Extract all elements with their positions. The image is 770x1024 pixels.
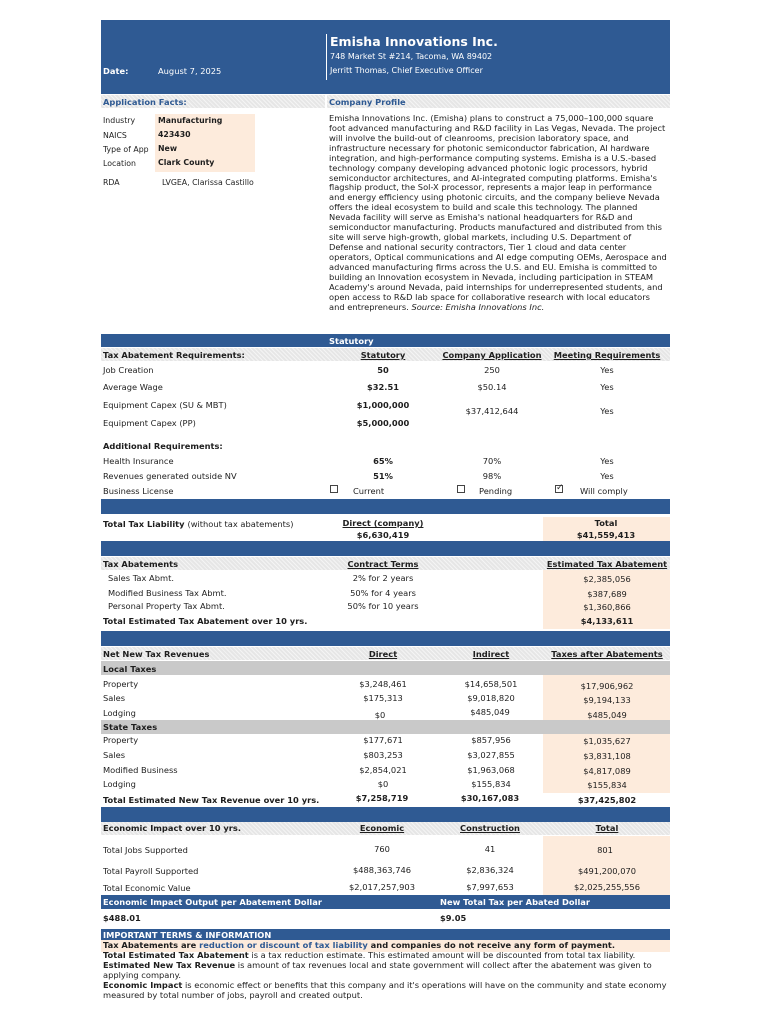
- additional-requirements-title: Additional Requirements:: [103, 441, 223, 451]
- impact-banner: [101, 807, 670, 822]
- date-value: August 7, 2025: [158, 66, 222, 76]
- state-tax-indirect: $857,956: [471, 735, 511, 745]
- local-tax-after: $17,906,962: [580, 681, 634, 691]
- impact-economic: 760: [374, 844, 390, 854]
- average-wage-meets: Yes: [600, 382, 614, 392]
- capex-su-label: Equipment Capex (SU & MBT): [103, 400, 227, 410]
- revenues-col-direct: Direct: [368, 649, 398, 659]
- fact-value: LVGEA, Clarissa Castillo: [162, 178, 254, 187]
- date-label: Date:: [103, 66, 129, 76]
- terms-impact-text: is economic effect or benefits that this company and it's operations will have on the community and state economy measured by total number of jobs, payroll and created output.: [103, 979, 667, 1000]
- state-tax-label: Modified Business: [103, 765, 178, 775]
- state-tax-label: Property: [103, 735, 139, 745]
- profile-title: Company Profile: [329, 97, 406, 107]
- capex-pp-statutory: $5,000,000: [356, 418, 410, 428]
- liability-note: (without tax abatements): [187, 519, 294, 529]
- new-tax-per-dollar-value: $9.05: [440, 913, 467, 923]
- average-wage-statutory: $32.51: [366, 382, 400, 392]
- liability-total-value: $41,559,413: [576, 530, 636, 540]
- header-divider: [326, 34, 327, 80]
- license-current-label: Current: [353, 486, 385, 496]
- terms-abatements-a: Tax Abatements are: [103, 940, 200, 950]
- terms-title: IMPORTANT TERMS & INFORMATION: [103, 930, 272, 940]
- local-tax-after: $485,049: [587, 710, 627, 720]
- abatement-label: Modified Business Tax Abmt.: [108, 588, 227, 598]
- col-statutory: Statutory: [360, 350, 406, 360]
- revenues-total-indirect: $30,167,083: [460, 793, 520, 803]
- impact-label: Total Economic Value: [103, 883, 191, 893]
- revenues-col-after: Taxes after Abatements: [551, 649, 663, 659]
- average-wage-application: $50.14: [477, 382, 507, 392]
- capex-su-statutory: $1,000,000: [356, 400, 410, 410]
- state-tax-after: $1,035,627: [583, 736, 631, 746]
- new-tax-per-dollar-label: New Total Tax per Abated Dollar: [440, 897, 590, 907]
- state-tax-direct: $177,671: [363, 735, 403, 745]
- impact-col-economic: Economic: [359, 823, 405, 833]
- terms-body: [103, 941, 669, 1000]
- abatements-total-label: Total Estimated Tax Abatement over 10 yrs.: [103, 616, 308, 626]
- abatement-estimate: $1,360,866: [583, 602, 631, 612]
- col-company-application: Company Application: [442, 350, 542, 360]
- impact-output-value: $488.01: [103, 913, 141, 923]
- health-insurance-application: 70%: [482, 456, 502, 466]
- health-insurance-statutory: 65%: [373, 456, 393, 466]
- terms-abatements-c: and companies do not receive any form of payment.: [367, 940, 615, 950]
- impact-output-label: Economic Impact Output per Abatement Dollar: [103, 897, 322, 907]
- revenues-total-after: $37,425,802: [577, 795, 637, 805]
- terms-impact-term: Economic Impact: [103, 979, 183, 990]
- abatement-terms: 2% for 2 years: [352, 573, 414, 583]
- terms-revenue-text: is amount of tax revenues local and state government will collect after the abatement was given to applying company.: [103, 959, 652, 980]
- abatement-estimate: $2,385,056: [583, 574, 631, 584]
- state-tax-indirect: $1,963,068: [467, 765, 515, 775]
- liability-col-direct: Direct (company): [342, 518, 424, 528]
- abatement-label: Sales Tax Abmt.: [108, 573, 174, 583]
- license-will-comply-checkbox[interactable]: [555, 485, 563, 493]
- impact-economic: $488,363,746: [352, 865, 412, 875]
- impact-label: Total Jobs Supported: [103, 845, 188, 855]
- state-taxes-title: State Taxes: [103, 722, 158, 732]
- job-creation-application: 250: [484, 365, 500, 375]
- state-tax-label: Sales: [103, 750, 126, 760]
- local-tax-indirect: $14,658,501: [464, 679, 518, 689]
- local-tax-label: Lodging: [103, 708, 136, 718]
- liability-label: [103, 520, 293, 528]
- job-creation-meets: Yes: [600, 365, 614, 375]
- impact-title: Economic Impact over 10 yrs.: [103, 823, 241, 833]
- capex-pp-label: Equipment Capex (PP): [103, 418, 196, 428]
- state-tax-after: $3,831,108: [583, 751, 631, 761]
- liability-banner: [101, 499, 670, 514]
- average-wage-label: Average Wage: [103, 382, 163, 392]
- abatements-total-value: $4,133,611: [580, 616, 634, 626]
- abatement-label: Personal Property Tax Abmt.: [108, 601, 225, 611]
- liability-title: Total Tax Liability: [103, 519, 185, 529]
- impact-construction: $7,997,653: [466, 882, 514, 892]
- state-tax-after: $155,834: [587, 780, 627, 790]
- abatements-col-terms: Contract Terms: [347, 559, 419, 569]
- local-tax-direct: $3,248,461: [359, 679, 407, 689]
- abatements-col-estimated: Estimated Tax Abatement: [546, 559, 668, 569]
- impact-col-construction: Construction: [460, 823, 520, 833]
- state-tax-after: $4,817,089: [583, 766, 631, 776]
- state-taxes-bar: [101, 720, 670, 734]
- revenues-outside-application: 98%: [482, 471, 502, 481]
- profile-body: Emisha Innovations Inc. (Emisha) plans to construct a 75,000–100,000 square foot advanced manufacturing and R&D facility in Las Vegas, Nevada. The project will involve the build-out of cleanrooms, precision laboratory space, and infrastructure necessary for photonic semiconductor fabrication, AI hardware integration, and high-performance computing systems. Emisha is a U.S.-based technology company developing advanced photonic logic processors, hybrid semiconductor architectures, and AI-integrated computing platforms. Emisha's flagship product, the Sol-X processor, represents a major leap in performance and energy efficiency using photonic circuits, and the company believe Nevada offers the ideal ecosystem to build and scale this technology. The planned Nevada facility will serve as Emisha's national headquarters for R&D and semiconductor manufacturing. Products manufactured and distributed from this site will serve high-growth, global markets, including U.S. Department of Defense and national security contractors, Tier 1 cloud and data center operators, Optical communications and AI edge computing OEMs, Aerospace and advanced manufacturing firms across the U.S. and EU. Emisha is committed to building an Innovation ecosystem in Nevada, including participation in STEAM Academy's around Nevada, paid internships for underrepresented students, and open access to R&D lab space for collaborative research with local educators and entrepreneurs.: [329, 113, 667, 312]
- impact-total: $2,025,255,556: [574, 882, 640, 892]
- local-tax-label: Property: [103, 679, 139, 689]
- state-tax-indirect: $3,027,855: [467, 750, 515, 760]
- license-pending-label: Pending: [479, 486, 513, 496]
- business-license-label: Business License: [103, 486, 174, 496]
- revenues-col-indirect: Indirect: [472, 649, 510, 659]
- fact-label: Type of App: [103, 145, 149, 154]
- fact-label: Industry: [103, 116, 136, 125]
- fact-label: Location: [103, 159, 136, 168]
- impact-total: $491,200,070: [577, 866, 637, 876]
- fact-value: Clark County: [158, 158, 215, 167]
- state-tax-indirect: $155,834: [471, 779, 511, 789]
- state-tax-direct: $803,253: [363, 750, 403, 760]
- license-current-checkbox[interactable]: [330, 485, 338, 493]
- job-creation-label: Job Creation: [103, 365, 154, 375]
- health-insurance-label: Health Insurance: [103, 456, 174, 466]
- impact-construction: 41: [484, 844, 496, 854]
- local-taxes-title: Local Taxes: [103, 664, 157, 674]
- abatement-terms: 50% for 10 years: [347, 601, 419, 611]
- fact-value: 423430: [158, 130, 191, 139]
- profile-source: Source: Emisha Innovations Inc.: [411, 301, 545, 312]
- company-contact: Jerritt Thomas, Chief Executive Officer: [330, 66, 483, 75]
- facts-title: Application Facts:: [103, 97, 187, 107]
- abatement-estimate: $387,689: [587, 589, 627, 599]
- impact-construction: $2,836,324: [466, 865, 514, 875]
- revenues-banner: [101, 631, 670, 646]
- capex-application: $37,412,644: [465, 406, 519, 416]
- abatement-terms: 50% for 4 years: [350, 588, 416, 598]
- local-tax-after: $9,194,133: [583, 695, 631, 705]
- local-tax-indirect: $9,018,820: [467, 693, 515, 703]
- fact-label: RDA: [103, 178, 120, 187]
- company-name: Emisha Innovations Inc.: [330, 34, 498, 49]
- revenues-total-label: Total Estimated New Tax Revenue over 10 yrs.: [103, 795, 320, 805]
- state-tax-direct: $0: [377, 779, 389, 789]
- health-insurance-meets: Yes: [600, 456, 614, 466]
- impact-label: Total Payroll Supported: [103, 866, 199, 876]
- company-address: 748 Market St #214, Tacoma, WA 89402: [330, 52, 493, 61]
- liability-col-total: Total: [594, 518, 618, 528]
- statutory-banner: [101, 334, 670, 347]
- terms-revenue-term: Estimated New Tax Revenue: [103, 959, 236, 970]
- revenues-outside-meets: Yes: [600, 471, 614, 481]
- license-pending-checkbox[interactable]: [457, 485, 465, 493]
- local-tax-direct: $0: [374, 710, 386, 720]
- state-tax-direct: $2,854,021: [359, 765, 407, 775]
- local-tax-direct: $175,313: [363, 693, 403, 703]
- revenues-total-direct: $7,258,719: [355, 793, 409, 803]
- capex-meets: Yes: [600, 406, 614, 416]
- job-creation-statutory: 50: [377, 365, 389, 375]
- terms-line-revenue: [103, 961, 669, 981]
- impact-total: 801: [597, 845, 613, 855]
- fact-label: NAICS: [103, 131, 127, 140]
- local-tax-label: Sales: [103, 693, 126, 703]
- state-tax-label: Lodging: [103, 779, 136, 789]
- terms-estimated-term: Total Estimated Tax Abatement: [103, 949, 249, 960]
- liability-direct-value: $6,630,419: [356, 530, 410, 540]
- impact-economic: $2,017,257,903: [349, 882, 415, 892]
- col-meeting-requirements: Meeting Requirements: [553, 350, 661, 360]
- revenues-outside-label: Revenues generated outside NV: [103, 471, 237, 481]
- license-will-comply-label: Will comply: [580, 486, 628, 496]
- requirements-title: Tax Abatement Requirements:: [103, 350, 245, 360]
- abatements-title: Tax Abatements: [103, 559, 179, 569]
- statutory-title: Statutory: [329, 336, 374, 346]
- terms-abatements-highlight: reduction or discount of tax liability: [199, 940, 368, 950]
- revenues-outside-statutory: 51%: [373, 471, 393, 481]
- fact-value: New: [158, 144, 178, 153]
- terms-line-impact: [103, 981, 669, 1001]
- local-taxes-bar: [101, 661, 670, 675]
- company-profile-text: [329, 114, 667, 312]
- abatements-banner: [101, 541, 670, 556]
- fact-value: Manufacturing: [158, 116, 223, 125]
- terms-estimated-text: is a tax reduction estimate. This estimated amount will be discounted from total tax liability.: [248, 949, 636, 960]
- revenues-title: Net New Tax Revenues: [103, 649, 210, 659]
- impact-col-total: Total: [595, 823, 619, 833]
- local-tax-indirect: $485,049: [470, 707, 510, 717]
